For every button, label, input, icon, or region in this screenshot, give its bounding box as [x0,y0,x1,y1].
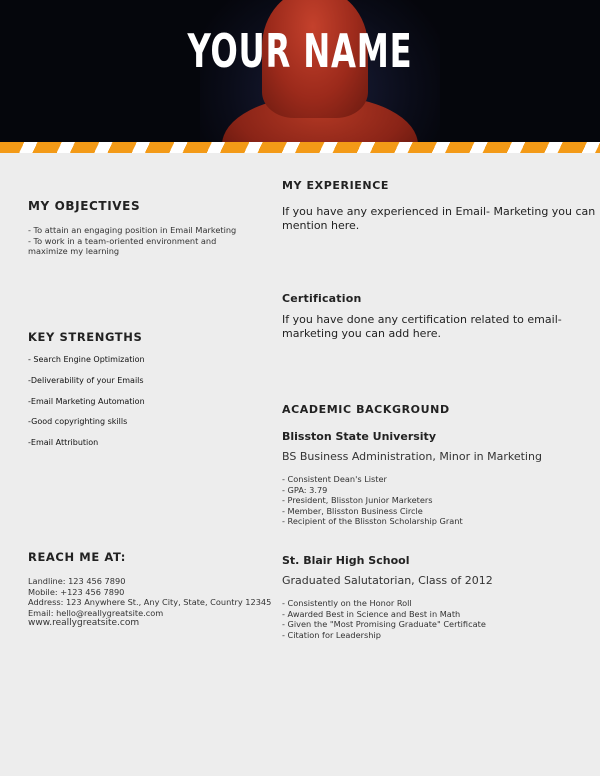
certification-heading: Certification [282,292,362,305]
contact-mobile: Mobile: +123 456 7890 [28,586,125,597]
objectives-line: - To attain an engaging position in Email Marketing [28,225,237,235]
strength-item: -Deliverability of your Emails [28,376,144,385]
strength-item: -Email Attribution [28,438,99,447]
school-details [282,474,463,527]
objectives-heading: MY OBJECTIVES [28,199,141,213]
objectives-text [28,225,236,257]
resume-name-title: YOUR NAME [187,24,413,78]
academic-heading: ACADEMIC BACKGROUND [282,403,450,416]
strength-item: -Good copyrighting skills [28,417,128,426]
contact-details [28,576,271,629]
school-detail: - Awarded Best in Science and Best in Math [282,608,461,619]
school-name: Blisston State University [282,430,436,443]
school-degree: BS Business Administration, Minor in Marketing [282,450,542,463]
strength-item: - Search Engine Optimization [28,355,145,364]
certification-text [282,313,562,341]
certification-line: If you have done any certification related to email- [282,313,562,326]
contact-email: Email: hello@reallygreatsite.com [28,607,164,618]
striped-divider [0,142,600,153]
experience-heading: MY EXPERIENCE [282,179,389,192]
objectives-line: maximize my learning [28,246,120,256]
experience-text [282,205,595,233]
experience-line: mention here. [282,219,360,232]
contact-heading: REACH ME AT: [28,550,127,564]
school-detail: - President, Blisston Junior Marketers [282,495,433,505]
school-name: St. Blair High School [282,554,410,567]
school-detail: - Recipient of the Blisston Scholarship Grant [282,516,463,526]
school-detail: - GPA: 3.79 [282,484,328,495]
objectives-line: - To work in a team-oriented environment and [28,235,217,246]
contact-landline: Landline: 123 456 7890 [28,576,126,586]
school-degree: Graduated Salutatorian, Class of 2012 [282,574,493,587]
school-detail: - Given the "Most Promising Graduate" Certificate [282,619,486,629]
experience-line: If you have any experienced in Email- Marketing you can [282,205,596,218]
school-details [282,598,486,640]
strength-item: -Email Marketing Automation [28,397,145,406]
school-detail: - Consistently on the Honor Roll [282,598,412,608]
school-detail: - Member, Blisston Business Circle [282,505,423,516]
contact-website: www.reallygreatsite.com [28,618,140,628]
contact-address: Address: 123 Anywhere St., Any City, State, Country 12345 [28,597,272,607]
certification-line: marketing you can add here. [282,327,441,340]
school-detail: - Consistent Dean's Lister [282,474,387,484]
header-banner [0,0,600,142]
school-detail: - Citation for Leadership [282,629,381,640]
strengths-heading: KEY STRENGTHS [28,330,143,344]
